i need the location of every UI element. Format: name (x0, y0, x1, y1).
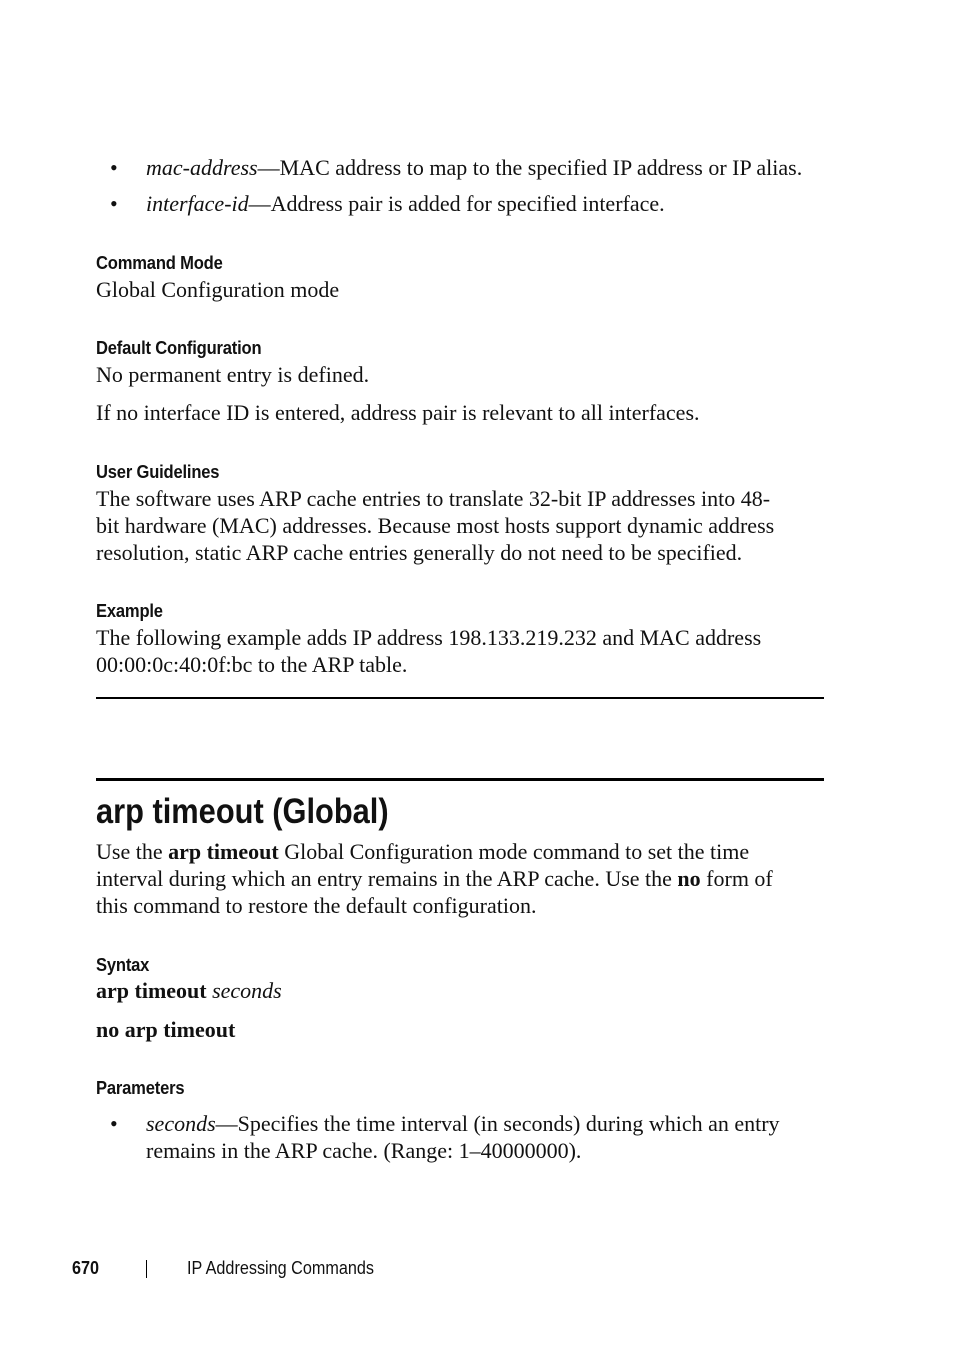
intro-text: Use the (96, 839, 169, 864)
parameter-seconds (146, 1110, 780, 1137)
bullet-marker: • (110, 191, 118, 216)
param-description: MAC address to map to the specified IP address or IP alias. (279, 155, 803, 180)
param-term: interface-id (146, 191, 249, 216)
user-guidelines-line: bit hardware (MAC) addresses. Because most hosts support dynamic address (96, 513, 775, 538)
command-mode-text: Global Configuration mode (96, 277, 340, 302)
footer-divider (146, 1260, 147, 1278)
param-description: Specifies the time interval (in seconds) during which an entry (237, 1111, 780, 1136)
intro-text: form of (700, 866, 773, 891)
bullet-marker: • (110, 155, 118, 180)
dash: — (248, 191, 271, 216)
syntax-command (96, 977, 282, 1004)
syntax-keyword: no arp timeout (96, 1017, 236, 1042)
syntax-heading: Syntax (96, 955, 150, 975)
section-end-rule (96, 697, 824, 699)
dash: — (257, 155, 280, 180)
user-guidelines-line: The software uses ARP cache entries to translate 32-bit IP addresses into 48- (96, 486, 771, 511)
parameter-seconds-line2: remains in the ARP cache. (Range: 1–40000000). (146, 1138, 582, 1163)
user-guidelines-heading: User Guidelines (96, 462, 220, 482)
page-number: 670 (72, 1258, 100, 1278)
keyword-no: no (677, 866, 701, 891)
example-line: 00:00:0c:40:0f:bc to the ARP table. (96, 652, 408, 677)
parameters-heading: Parameters (96, 1078, 185, 1098)
bullet-mac-address (146, 154, 802, 181)
default-configuration-line: If no interface ID is entered, address pair is relevant to all interfaces. (96, 400, 700, 425)
intro-line (96, 838, 749, 865)
syntax-argument: seconds (212, 978, 282, 1003)
syntax-command-no (96, 1016, 235, 1043)
default-configuration-line: No permanent entry is defined. (96, 362, 370, 387)
chapter-title: IP Addressing Commands (187, 1258, 375, 1278)
example-line: The following example adds IP address 198.133.219.232 and MAC address (96, 625, 762, 650)
user-guidelines-line: resolution, static ARP cache entries generally do not need to be specified. (96, 540, 743, 565)
intro-line: this command to restore the default configuration. (96, 893, 537, 918)
dash: — (215, 1111, 238, 1136)
section-start-rule (96, 778, 824, 781)
param-term: mac-address (146, 155, 258, 180)
intro-text: Global Configuration mode command to set the time (278, 839, 750, 864)
intro-line (96, 865, 773, 892)
param-term: seconds (146, 1111, 216, 1136)
command-name: arp timeout (168, 839, 279, 864)
section-title: arp timeout (Global) (96, 792, 389, 831)
param-description: Address pair is added for specified interface. (270, 191, 665, 216)
command-mode-heading: Command Mode (96, 253, 223, 273)
example-heading: Example (96, 601, 163, 621)
bullet-interface-id (146, 190, 665, 217)
syntax-keyword: arp timeout (96, 978, 207, 1003)
default-configuration-heading: Default Configuration (96, 338, 262, 358)
bullet-marker: • (110, 1111, 118, 1136)
intro-text: interval during which an entry remains in the ARP cache. Use the (96, 866, 678, 891)
